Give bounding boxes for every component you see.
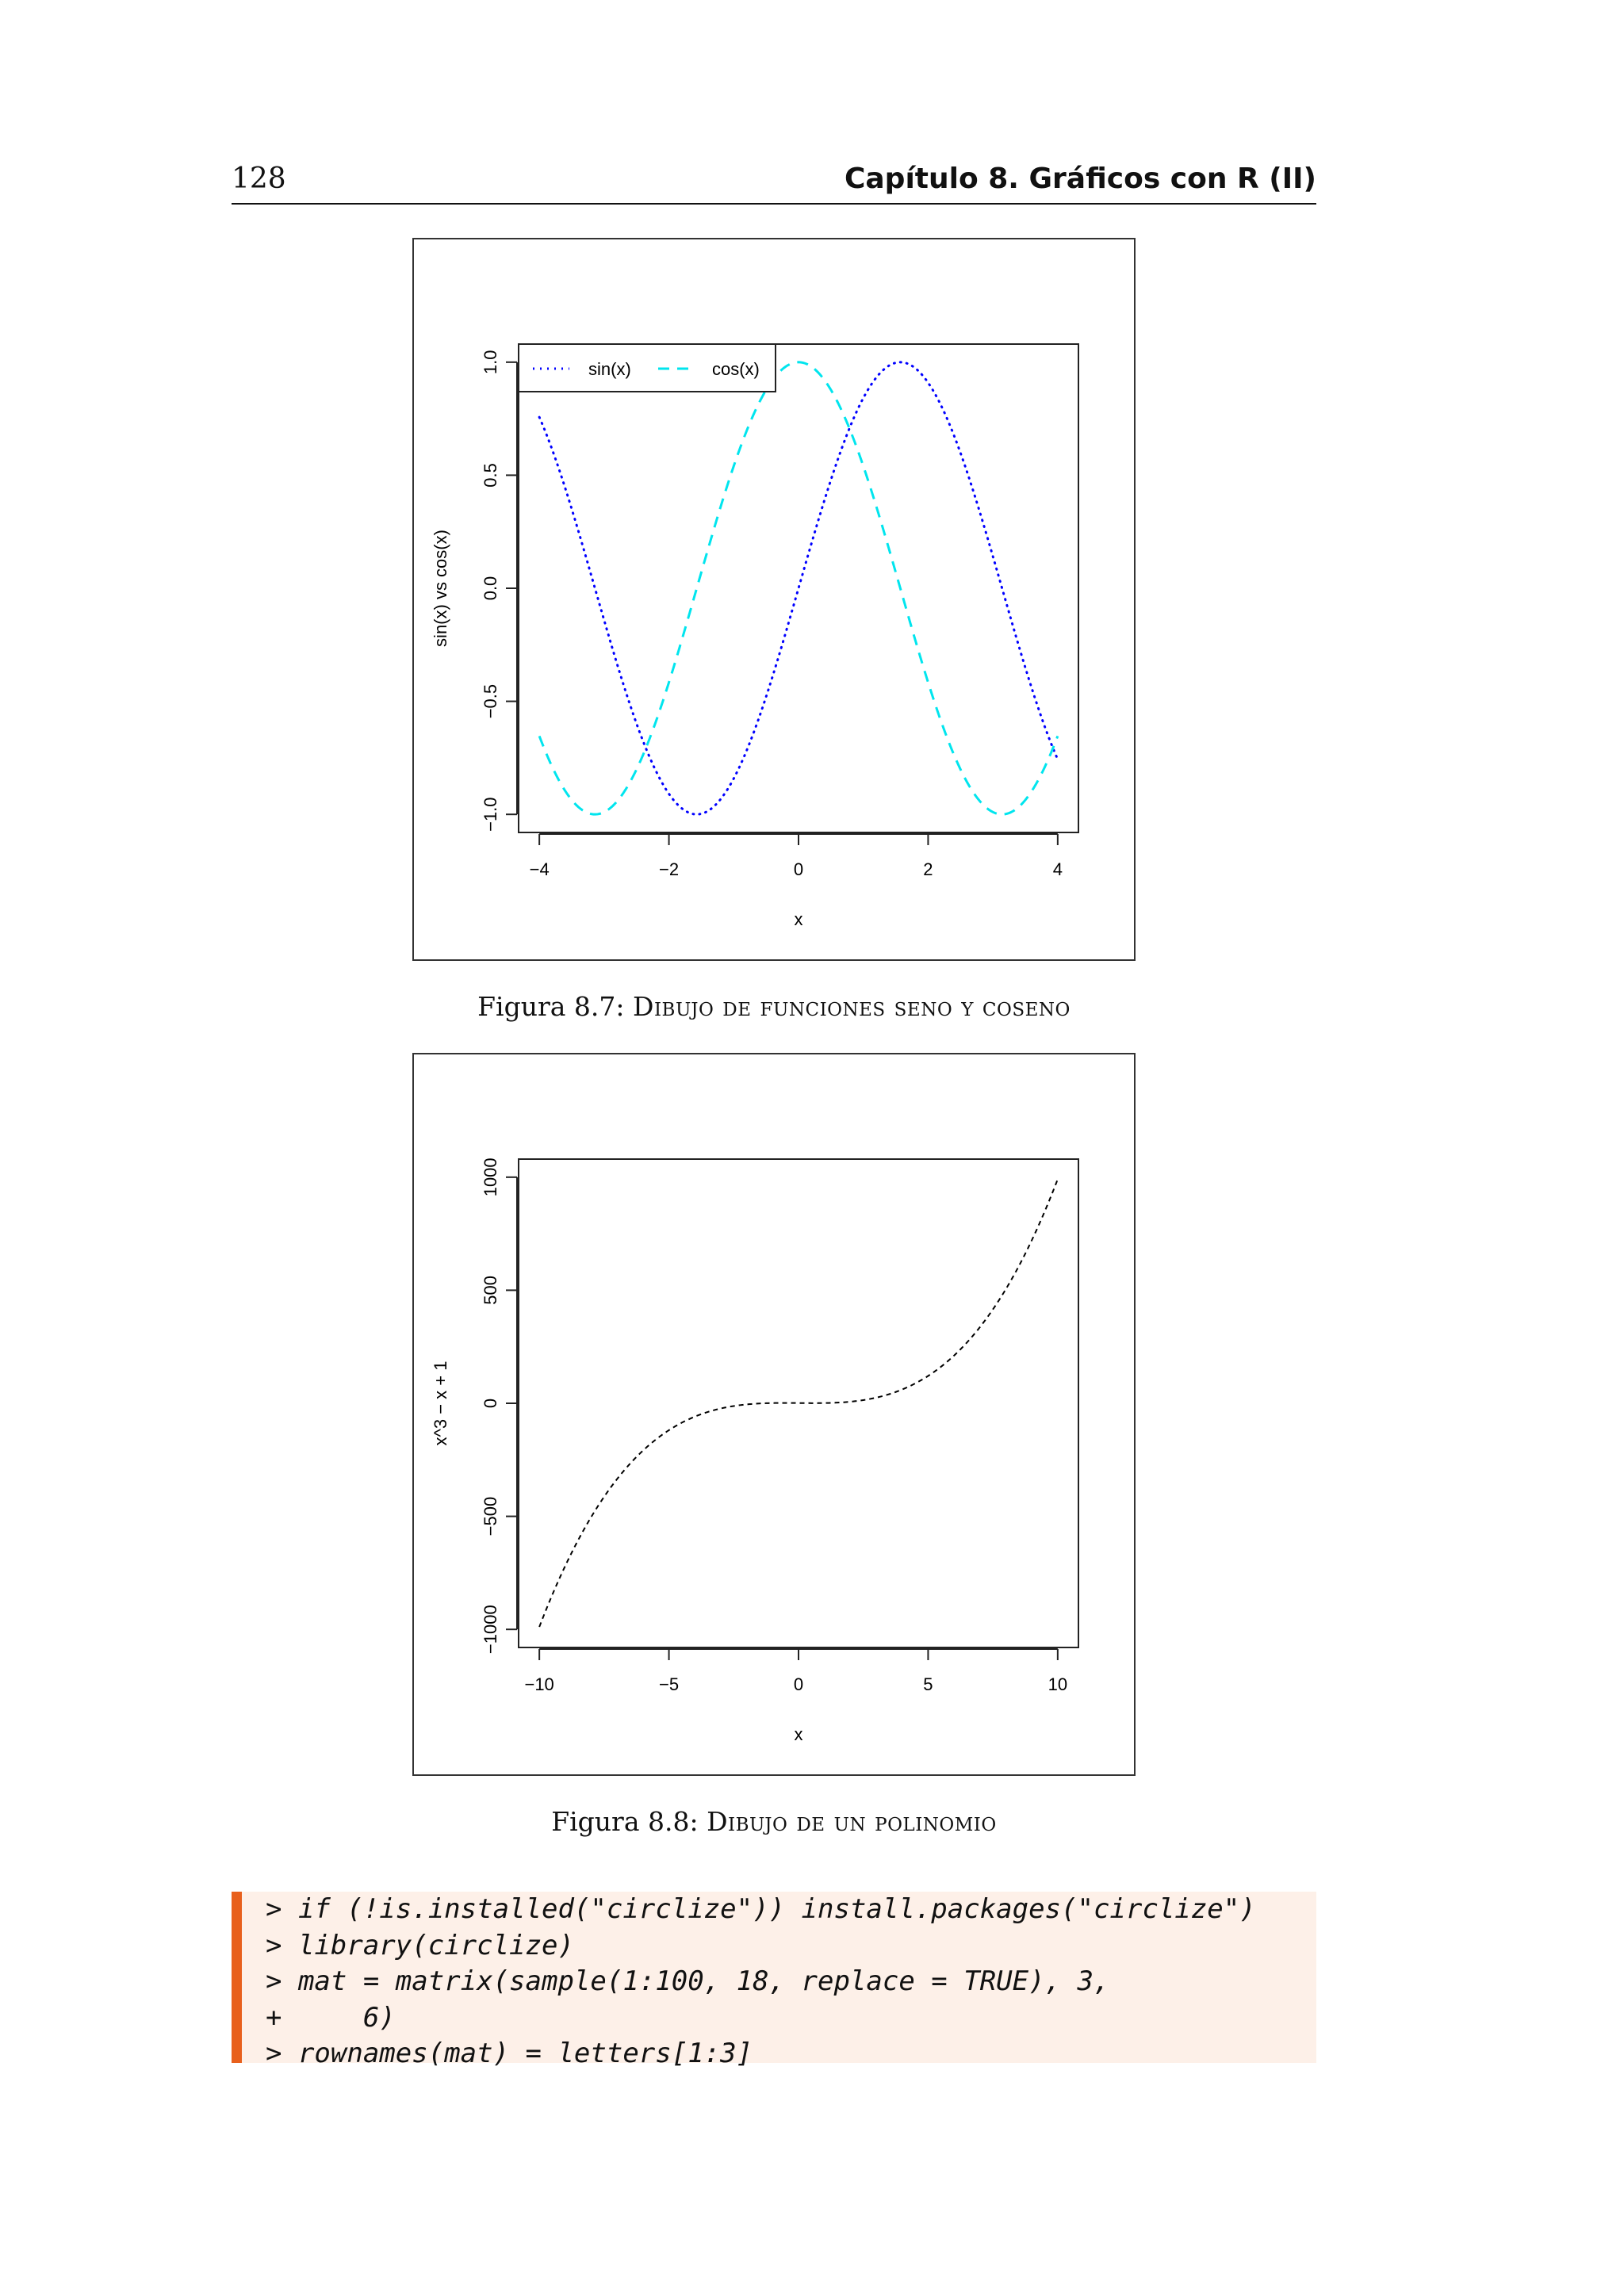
code-line: > mat = matrix(sample(1:100, 18, replace = TRUE), 3, [266, 1965, 1110, 1997]
y-tick-label: −1.0 [481, 797, 500, 832]
y-tick-label: 1.0 [481, 350, 500, 375]
series-line-0 [539, 362, 1058, 814]
code-line: > rownames(mat) = letters[1:3] [266, 2038, 753, 2069]
series-line-0 [539, 1179, 1058, 1627]
caption-text: Dibujo de un polinomio [707, 1806, 997, 1837]
figure-polynomial [412, 1053, 1136, 1776]
chapter-title: Capítulo 8. Gráficos con R (II) [844, 163, 1316, 195]
y-axis-label: x^3 − x + 1 [431, 1360, 450, 1446]
plot-frame [519, 344, 1078, 832]
y-tick-label: −500 [481, 1496, 500, 1536]
y-tick-label: 1000 [481, 1158, 500, 1197]
x-axis-label: x [794, 909, 803, 929]
y-axis-label: sin(x) vs cos(x) [431, 530, 450, 647]
y-tick-label: −0.5 [481, 683, 500, 719]
y-tick-label: 500 [481, 1276, 500, 1305]
legend [519, 344, 776, 392]
caption-label: Figura 8.8: [551, 1806, 699, 1837]
sin-cos-chart [414, 239, 1137, 962]
x-tick-label: 2 [923, 859, 933, 879]
figure-sin-cos [412, 238, 1136, 961]
y-tick-label: −1000 [481, 1605, 500, 1655]
x-tick-label: −5 [659, 1674, 680, 1694]
r-code-block [232, 1892, 1316, 2069]
caption-label: Figura 8.7: [477, 991, 625, 1022]
figure-caption-8-8 [232, 1806, 1316, 1838]
page-header [232, 162, 1316, 205]
code-line: > library(circlize) [266, 1929, 574, 1961]
page-number: 128 [232, 163, 286, 195]
x-tick-label: −4 [529, 859, 550, 879]
polynomial-chart [414, 1054, 1137, 1777]
figure-caption-8-7 [232, 991, 1316, 1023]
plot-frame [519, 1159, 1078, 1647]
legend-label-cos: cos(x) [712, 359, 760, 379]
x-tick-label: −2 [659, 859, 680, 879]
x-tick-label: 0 [793, 859, 804, 879]
x-tick-label: −10 [524, 1674, 554, 1694]
code-line: > if (!is.installed("circlize")) install.packages("circlize") [266, 1893, 1256, 1925]
x-tick-label: 4 [1052, 859, 1063, 879]
y-tick-label: 0 [481, 1398, 500, 1409]
x-axis-label: x [794, 1724, 803, 1744]
caption-text: Dibujo de funciones seno y coseno [633, 991, 1071, 1022]
y-tick-label: 0.5 [481, 463, 500, 488]
y-tick-label: 0.0 [481, 576, 500, 601]
series-line-1 [539, 362, 1058, 814]
x-tick-label: 0 [793, 1674, 804, 1694]
x-tick-label: 10 [1048, 1674, 1068, 1694]
x-tick-label: 5 [923, 1674, 933, 1694]
code-line: + 6) [266, 2001, 396, 2034]
legend-label-sin: sin(x) [588, 359, 631, 379]
